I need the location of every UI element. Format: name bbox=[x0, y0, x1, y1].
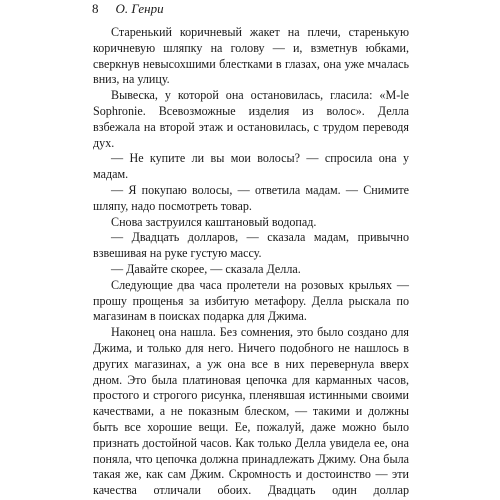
paragraph: Наконец она нашла. Без сомнения, это было создано для Джима, и только для него. Ничего подобного не нашлось в других магазинах, а уж она все в них перевернула вверх дном. Это была платиновая цепочка для карманных часов, простого и строгого рисунка, пленявшая истинными своими качествами, а не показным блеском, — такими и должны быть все хорошие вещи. Ее, пожалуй, даже можно было признать достойной часов. Как только Делла увидела ее, она поняла, что цепочка должна принадлежать Джиму. Она была такая же, как сам Джим. Скромность и достоинство — эти качества отличали обоих. Двадцать один доллар bbox=[93, 325, 409, 498]
running-author: О. Генри bbox=[115, 1, 164, 16]
paragraph: Следующие два часа пролетели на розовых крыльях — прошу прощенья за избитую метафору. Делла рыскала по магазинам в поисках подарка для Джима. bbox=[93, 277, 409, 324]
page-number: 8 bbox=[92, 1, 99, 16]
body-text bbox=[93, 25, 409, 499]
paragraph: — Двадцать долларов, — сказала мадам, привычно взвешивая на руке густую массу. bbox=[93, 230, 409, 261]
running-header bbox=[92, 1, 164, 17]
paragraph: — Давайте скорее, — сказала Делла. bbox=[111, 261, 301, 276]
paragraph: Старенький коричневый жакет на плечи, старенькую коричневую шляпку на голову — и, взметнув юбками, сверкнув невысохшими блестками в глазах, она уже мчалась вниз, на улицу. bbox=[93, 25, 409, 87]
paragraph: — Я покупаю волосы, — ответила мадам. — Снимите шляпу, надо посмотреть товар. bbox=[93, 182, 409, 213]
paragraph: Снова заструился каштановый водопад. bbox=[111, 214, 317, 229]
paragraph: — Не купите ли вы мои волосы? — спросила она у мадам. bbox=[93, 151, 409, 182]
paragraph: Вывеска, у которой она остановилась, гласила: «M-le Sophronie. Всевозможные изделия из волос». Делла взбежала на второй этаж и остановилась, с трудом переводя дух. bbox=[93, 88, 409, 150]
